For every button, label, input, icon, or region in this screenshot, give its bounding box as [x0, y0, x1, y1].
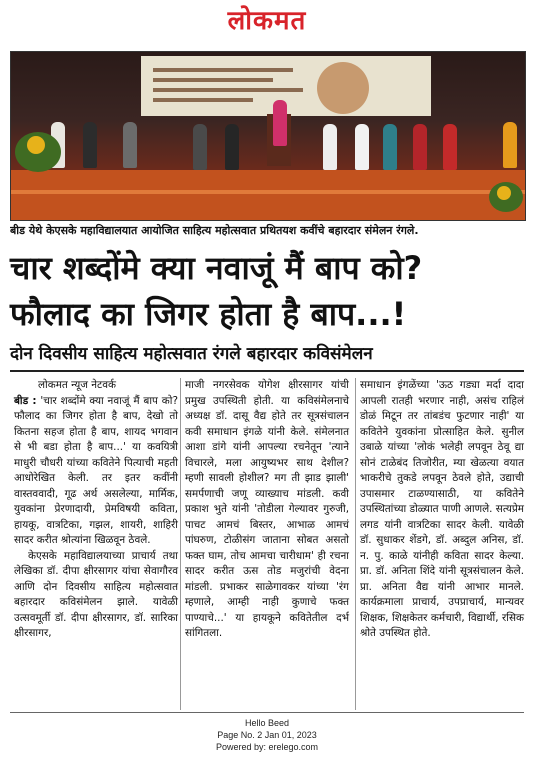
powered-by-link[interactable]: Powered by: erelego.com	[215, 742, 319, 752]
portrait-image	[317, 62, 369, 114]
article-column-2	[185, 378, 349, 642]
column-divider	[355, 378, 356, 710]
masthead	[0, 4, 534, 38]
column-3-text: समाधान इंगळेंच्या 'ऊठ गड्या मर्दा दादा आपली रातही भरणार नाही, असंच राहिलं डोळं मिटून तर तांबडंच फुटणार नाही' या कवितेने युवकांना प्रोत्साहित केले. सुनील उबाळे यांच्या 'लोकं भलेही लपवून ठेवू द्या सोनं टाळेबंद तिजोरीत, म्या खेळत्या वयात भाकरीचे तुकडे लपवून ठेवले होते, उद्याची उपासमार टाळण्यासाठी, या कवितेने उपस्थितांच्या डोळ्यात पाणी आणले. सत्यप्रेम लगड यांनी वात्रटिका सादर केली. यावेळी डॉ. सुधाकर शेंडगे, डॉ. अब्दुल अनिस, डॉ. न. पु. काळे यांनीही कविता सादर केल्या. प्रा. डॉ. अनिता शिंदे यांनी सूत्रसंचालन केले. प्रा. अनिता वैद्य यांनी आभार मानले. कार्यक्रमाला प्राचार्य, उपप्राचार्य, मान्यवर शिक्षक, शिक्षकेतर कर्मचारी, विद्यार्थी, रसिक श्रोते उपस्थित होते.	[360, 379, 524, 639]
dateline-place: बीड :	[14, 394, 37, 407]
stage-floor	[11, 170, 525, 220]
column-1-paragraph-1: 'चार शब्दोंमे क्या नवाजूं मैं बाप को? फौलाद का जिगर होता है बाप, देखो तो कितना सहज होता है बाप, शायद भगवान से भी बडा होता है बाप...' या कवयित्री माधुरी चौधरी यांच्या कवितेने पित्याची महती आधोरेखित केली. तर इतर कवींनी वास्तववादी, गूढ अर्थ असलेल्या, मार्मिक, युवकांना प्रेरणादायी, प्रेमविषयी कविता, हायकू, वात्रटिका, गझल, शायरी, शाहिरी सादर करीत श्रोत्यांना खिळवून ठेवले.	[14, 394, 178, 546]
headline-line-1: चार शब्दोंमे क्या नवाजूं मैं बाप को?	[10, 249, 423, 287]
column-divider	[180, 378, 181, 710]
edition-name: Hello Beed	[244, 718, 290, 728]
column-2-text: माजी नगरसेवक योगेश क्षीरसागर यांची प्रमुख उपस्थिती होती. या कविसंमेलनाचे अध्यक्ष डॉ. दासू वैद्य होते तर सूत्रसंचालन कवी समाधान इंगळे यांनी केले. संमेलनात आशा डांगे यांनी आपल्या रचनेतून 'त्याने विचारले, मला आयुष्यभर साथ देशील? म्हणी सावली होशील? मग ती झाड झाली' समर्पणाची जणू व्याख्याच मांडली. कवी प्रकाश भुते यांनी 'तोडीला गेल्यावर गुरुजी, पाचट आमचं बिस्तर, आभाळ आमचं पांघरुण, टोळीसंग जाताना सोबत असतो फक्त घाम, तोच आमचा चारीधाम' ही रचना सादर करीत ऊस तोड मजुरांची वेदना मांडली. प्रभाकर साळेगावकर यांच्या 'रंग म्हणाले, आम्ही नाही कुणाचे फक्त पाण्याचे...' या हायकूने कवितेतील दर्भ सांगितला.	[185, 379, 349, 639]
photo-caption: बीड येथे केएसके महाविद्यालयात आयोजित साहित्य महोत्सवात प्रथितयश कवींचे बहारदार संमेलन रंगले.	[10, 224, 419, 237]
byline: लोकमत न्यूज नेटवर्क	[38, 379, 117, 391]
article-column-1	[14, 378, 178, 642]
page-and-date: Page No. 2 Jan 01, 2023	[217, 730, 317, 740]
headline-line-2: फौलाद का जिगर होता है बाप...!	[10, 295, 407, 333]
lead-paragraph	[14, 394, 178, 549]
column-1-paragraph-2: केएसके महाविद्यालयाच्या प्राचार्य तथा लेखिका डॉ. दीपा क्षीरसागर यांचा सेवागौरव आणि दोन दिवसीय साहित्य महोत्सवात बहारदार कविसंमेलन झाले. यावेळी उत्सवमूर्ती डॉ. दीपा क्षीरसागर, डॉ. सारिका क्षीरसागर,	[14, 549, 178, 639]
subheadline: दोन दिवसीय साहित्य महोत्सवात रंगले बहारदार कविसंमेलन	[10, 344, 373, 364]
footer	[0, 717, 534, 753]
event-photo	[10, 51, 526, 221]
article-column-3	[360, 378, 524, 642]
footer-rule	[10, 712, 524, 713]
lokmat-logo: लोकमत	[227, 6, 307, 36]
headline-rule	[10, 370, 524, 372]
